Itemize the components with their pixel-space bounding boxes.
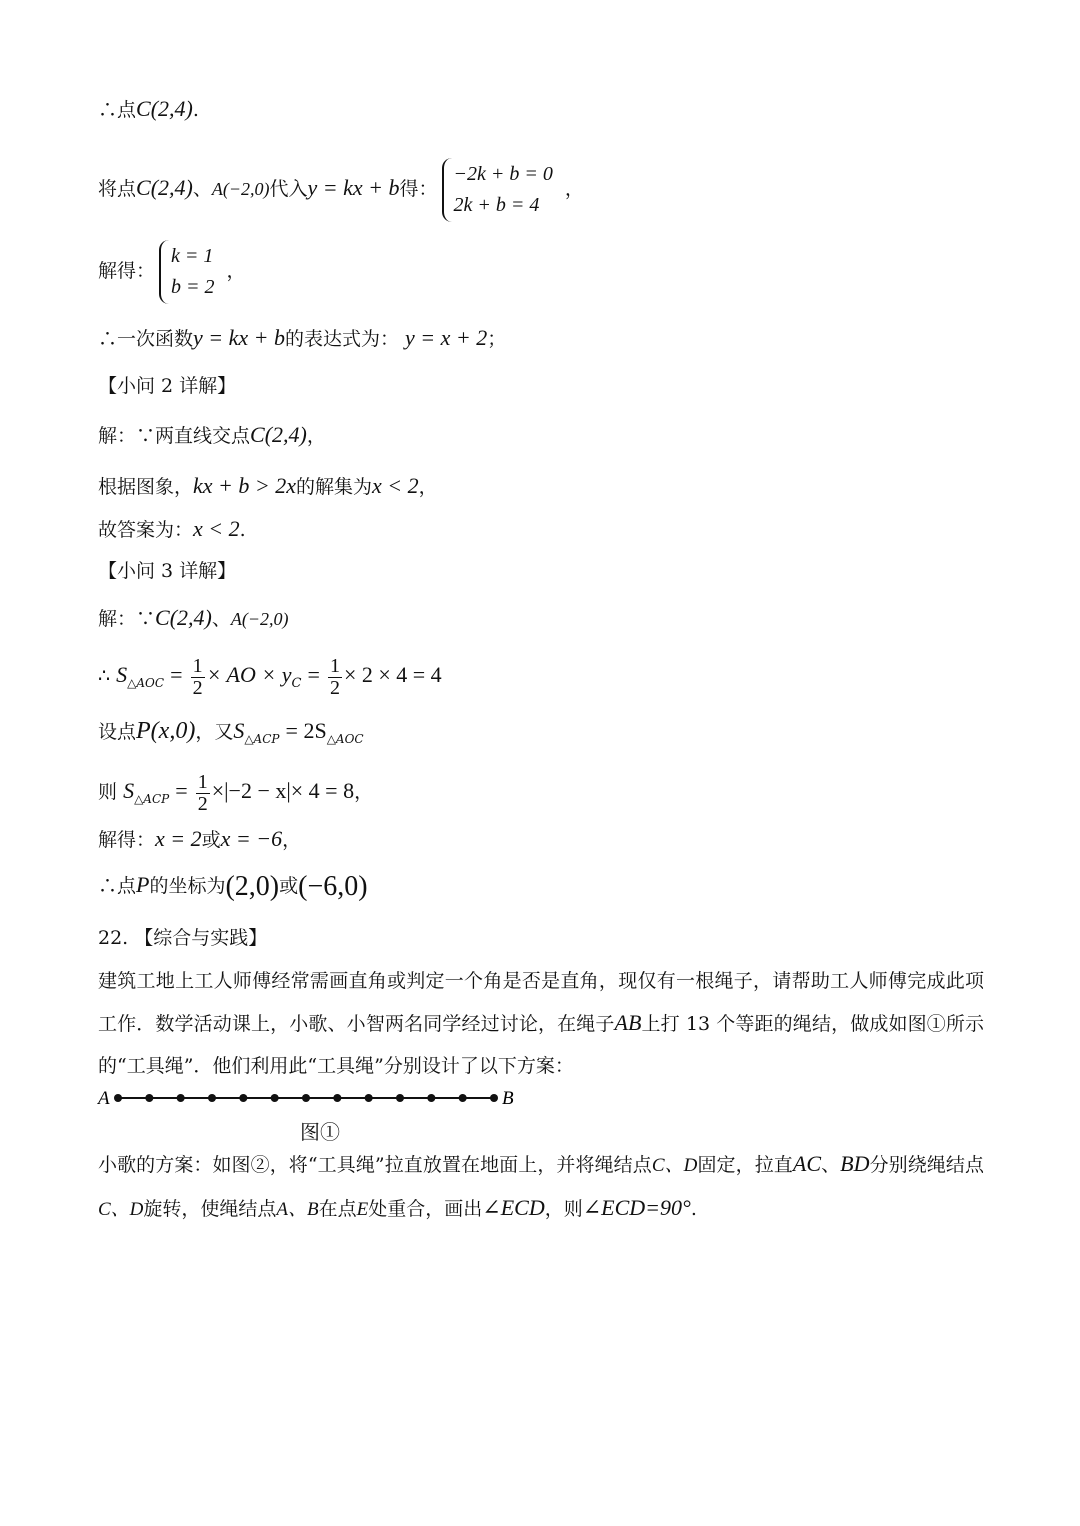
text: 的坐标为 [149,875,226,897]
denominator: 2 [192,676,203,699]
text: . [239,519,246,541]
equation-row: −2k + b = 0 [453,163,553,185]
equation-row: k = 1 [171,245,214,267]
text: ， [418,476,438,498]
solution-system [159,240,223,304]
rope-knot [427,1094,435,1102]
rope-knot [365,1094,373,1102]
text: 、 [192,178,212,200]
rope-knot [271,1094,279,1102]
math: S [233,718,245,743]
figure-caption: 图① [300,1120,340,1144]
line-inequality [98,473,438,500]
rope-end-b-label: B [502,1088,514,1109]
text: ∴ [98,665,111,687]
line-solutions [98,826,301,853]
rope-knot [177,1094,185,1102]
fraction-half [191,656,205,699]
text: 在点 [318,1198,357,1220]
text: 解得： [98,829,156,851]
rope-knot [490,1094,498,1102]
text: 或 [201,829,221,851]
text: 【小问 2 详解】 [98,375,237,397]
equation-system [442,158,561,222]
rope-knot [145,1094,153,1102]
math: (2,0) [225,871,280,902]
subscript: △ACP [244,732,280,746]
equation-row: b = 2 [171,276,215,298]
section-heading-3 [98,558,236,584]
numerator: 1 [197,770,208,793]
math: x = 2 [155,826,202,851]
numerator: 1 [329,654,340,677]
text: 根据图象， [98,476,194,498]
math: = [175,778,188,803]
rope-knot [302,1094,310,1102]
text: ∴点 [98,875,137,897]
rope-knot [333,1094,341,1102]
text: ； [487,328,507,350]
text: ， [306,425,326,447]
math: C、D [651,1155,698,1176]
text: 代入 [269,178,308,200]
text: 分别绕绳结点 [869,1154,984,1176]
text: ， [354,781,374,803]
text: 上打 13 个等距的绳结，做成如图①所示的“工具绳”．他们利用此“工具绳”分别设计了以下方案： [98,1013,984,1077]
math: AC [792,1151,821,1176]
text: 固定，拉直 [697,1154,793,1176]
text: 、 [821,1154,841,1176]
math: × AO × y [206,662,292,687]
subscript: △AOC [326,732,364,746]
text: 建筑工地上工人师傅经常需画直角或判定一个角是否是直角，现仅有一根绳子，请帮助工人师傅完成此项工作．数学活动课上，小歌、小智两名同学经过讨论，在绳子 [98,970,984,1035]
line-intersection [98,422,326,449]
text: 解：∵两直线交点 [98,425,251,447]
text: ， [282,829,302,851]
text: 【小问 3 详解】 [98,560,237,582]
math: P [136,872,150,897]
rope-knot [208,1094,216,1102]
tool-rope-figure [96,1084,536,1112]
equation-row: 2k + b = 4 [453,194,540,216]
math: (−6,0) [298,871,368,902]
text: 解：∵ [98,608,156,630]
math: = [170,662,183,687]
text: 处重合，画出 [368,1198,483,1220]
math: S [123,778,135,803]
text: 的解集为 [296,476,373,498]
rope-knot [114,1094,122,1102]
math: C(2,4) [250,422,307,447]
point-c: C(2,4) [136,175,193,200]
text: 旋转，使绳结点 [143,1198,277,1220]
text: ∴一次函数 [98,328,194,350]
denominator: 2 [197,792,208,815]
text: 故答案为： [98,519,194,541]
line-area-aoc [98,650,442,709]
math: BD [840,1151,870,1176]
math: C、D [98,1199,144,1220]
subscript: C [291,676,302,691]
text: ∴点 [98,99,137,121]
math: ×|−2 − x|× 4 = 8 [211,778,355,803]
rope-knot [239,1094,247,1102]
text: 小歌的方案：如图②，将“工具绳”拉直放置在地面上，并将绳结点 [98,1154,652,1176]
math: = 2S [285,718,327,743]
point-a: A(−2,0) [211,179,270,199]
line-substitute [98,158,584,222]
fraction-half [196,772,210,815]
subscript: △ACP [134,792,170,806]
rope-knot [396,1094,404,1102]
text: ，则 [544,1198,583,1220]
math: x < 2 [193,516,240,541]
text: 设点 [98,721,137,743]
math: y = x + 2 [405,325,488,350]
linear-function: y = kx + b [307,175,400,200]
line-set-p [98,718,364,752]
line-coordinates [98,872,368,900]
line-area-acp [98,766,373,824]
text: 、 [211,608,231,630]
line-expression [98,325,506,352]
math: A、B [276,1199,319,1220]
text: ， [226,260,246,282]
math: ∠ECD=90° [582,1195,691,1220]
text: 将点 [98,178,137,200]
math: P(x,0) [136,718,196,744]
line-conclusion-c [98,96,199,123]
text: ，又 [195,721,234,743]
math: S [116,662,128,687]
text: 或 [279,875,299,897]
text: . [192,99,199,121]
text: 得： [399,178,438,200]
math: = [307,662,320,687]
denominator: 2 [329,676,340,699]
fraction-half [328,656,342,699]
problem-22-paragraph [98,960,984,1087]
text: 的表达式为： [285,328,400,350]
math: x < 2 [372,473,419,498]
line-points [98,605,289,632]
xiaoge-plan-paragraph [98,1143,984,1231]
rope-knot [459,1094,467,1102]
rope-end-a-label: A [98,1088,110,1109]
line-solve [98,240,246,304]
subscript: △AOC [127,676,165,690]
math: × 2 × 4 = 4 [343,662,442,687]
text: . [690,1198,697,1220]
math: A(−2,0) [230,609,289,629]
numerator: 1 [192,654,203,677]
math: ∠ECD [482,1195,545,1220]
text: 则 [98,781,118,803]
problem-22-heading [98,925,267,951]
text: 解得： [98,260,156,282]
math: E [356,1199,369,1220]
math: AB [614,1010,642,1035]
point-c: C(2,4) [136,96,193,121]
math: x = −6 [220,826,283,851]
math: y = kx + b [193,325,286,350]
math: C(2,4) [155,605,212,630]
text: 22. 【综合与实践】 [98,927,268,949]
math: kx + b > 2x [193,473,297,498]
text: ， [564,178,584,200]
section-heading-2 [98,373,236,399]
line-answer [98,516,246,543]
